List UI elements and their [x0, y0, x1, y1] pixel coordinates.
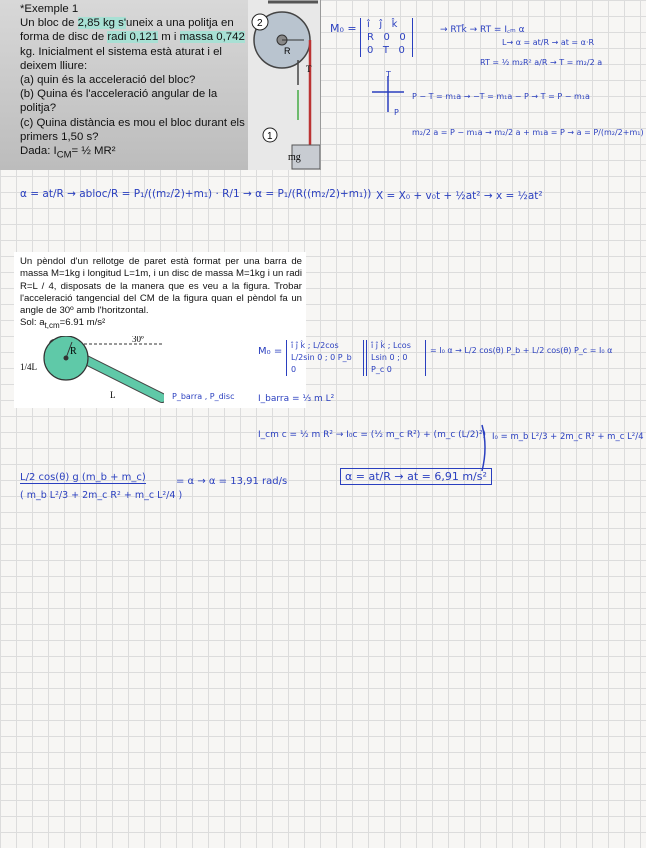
question-b: (b) Quina és l'acceleració angular de la politja? — [20, 88, 218, 115]
final-numerator: L/2 cos(θ) g (m_b + m_c) — [20, 472, 146, 483]
fig-label-1: 1 — [267, 131, 273, 142]
highlight-pulley-mass: massa 0,742 — [179, 31, 245, 44]
highlight-radius: radi 0,121 — [107, 31, 159, 44]
question-c: (c) Quina distància es mou el bloc durant els primers 1,50 s? — [20, 116, 245, 143]
fbd2-label: P_barra , P_disc — [172, 392, 235, 401]
example2-panel — [14, 252, 306, 408]
fig-label-mg: mg — [288, 152, 301, 163]
mo-row3: 0 T 0 — [367, 45, 405, 56]
question-a: (a) quin és la acceleració del bloc? — [20, 74, 196, 87]
intro-part: uneix a una politja en forma de disc de — [20, 17, 234, 44]
fig-label-L: L — [110, 390, 116, 400]
mo-label: M₀ = — [330, 22, 357, 35]
pendulum-figure — [14, 336, 164, 408]
fig-label-14L: 1/4L — [20, 362, 37, 372]
alpha-relation: L→ α = at/R → at = α·R — [502, 38, 595, 47]
final-denominator: ( m_b L²/3 + 2m_c R² + m_c L²/4 ) — [20, 490, 183, 501]
fig-label-R: R — [70, 346, 77, 357]
torque-relation: RT = ½ m₂R² a/R → T = m₂/2 a — [480, 58, 603, 67]
intro-part: Un bloc de — [20, 17, 78, 30]
i-barra: I_barra = ⅓ m L² — [258, 394, 335, 404]
intro-part: m i — [158, 31, 180, 44]
final-alpha: = α → α = 13,91 rad/s — [176, 476, 288, 487]
final-at — [340, 470, 492, 483]
mo2-matrix-b: î ĵ k̂ ; Lcos Lsin 0 ; 0 P_c 0 — [366, 340, 426, 376]
kinematics-line: X = X₀ + v₀t + ½at² → x = ½at² — [376, 190, 543, 202]
combine-eq: m₂/2 a = P − m₁a → m₂/2 a + m₁a = P → a = P/(m₂/2+m₁) — [412, 128, 644, 137]
fig-label-angle: 30º — [132, 336, 144, 344]
newton-eq: P − T = m₁a → −T = m₁a − P → T = P − m₁a — [412, 92, 590, 101]
i0-total: I₀ = m_b L²/3 + 2m_c R² + m_c L²/4 — [492, 432, 644, 442]
fig-label-2: 2 — [257, 18, 263, 29]
fbd-P: P — [394, 108, 399, 117]
example2-text — [20, 256, 302, 333]
fig-label-R: R — [284, 46, 291, 56]
alpha-line: α = at/R → abloc/R = P₁/((m₂/2)+m₁) · R/1 → α = P₁/(R((m₂/2)+m₁)) — [20, 188, 372, 200]
fig-label-T: T — [306, 64, 312, 74]
example1-title: *Exemple 1 — [20, 3, 79, 15]
example2-solution — [20, 317, 302, 332]
sol-sub: t,cm — [44, 321, 60, 331]
given-label: Dada: I — [20, 145, 57, 158]
highlight-mass: 2,85 kg s' — [77, 17, 127, 30]
mo-row2: R 0 0 — [367, 32, 406, 43]
final-at-box: α = at/R → at = 6,91 m/s² — [340, 468, 492, 485]
mo-row1: î ĵ k̂ — [367, 19, 398, 30]
mo2-matrix-a: î ĵ k̂ ; L/2cos L/2sin 0 ; 0 P_b 0 — [286, 340, 364, 376]
i-cm-disc: I_cm c = ½ m R² → I₀c = (½ m_c R²) + (m_c (L/2)²) — [258, 430, 487, 440]
mo-result: → RTk̂ → RT = I꜀ₘ α — [440, 25, 525, 35]
sol-label: Sol: a — [20, 317, 45, 329]
mo2-label: M₀ = — [258, 346, 283, 357]
example2-statement: Un pèndol d'un rellotge de paret està format per una barra de massa M=1kg i longitud L=1m, i un disc de massa M=1kg i un radi R=L / 4, disposats de la manera que es veu a la figura. Trobar l'acceleració tangencial del CM de la figura quan el pèndol fa un angle de 30º amb l'horitzontal. — [20, 256, 302, 317]
fbd-T: T — [386, 70, 391, 79]
given-sub: CM — [56, 149, 72, 161]
mo2-result: = I₀ α → L/2 cos(θ) P_b + L/2 cos(θ) P_c = I₀ α — [430, 346, 613, 355]
given-eq: = ½ MR² — [71, 145, 116, 158]
intro-part: kg. Inicialment el sistema està aturat i el deixem lliure: — [20, 45, 222, 72]
sol-value: =6.91 m/s² — [59, 317, 106, 329]
